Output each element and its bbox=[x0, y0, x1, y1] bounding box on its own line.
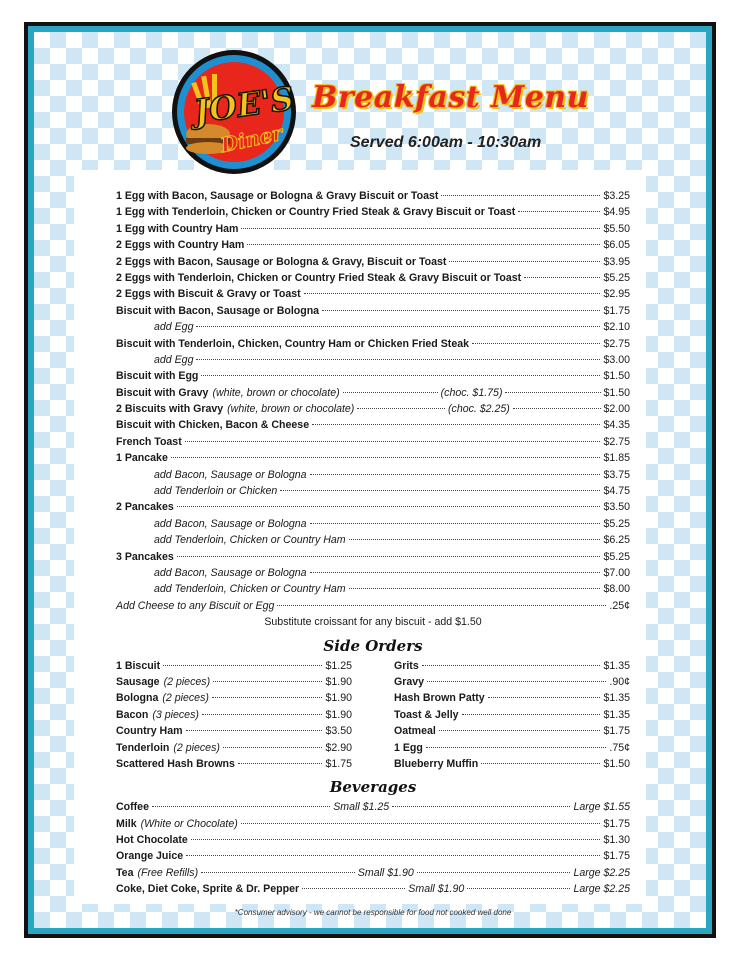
leader-dots bbox=[441, 195, 600, 196]
item-name: Hash Brown Patty bbox=[394, 692, 485, 705]
item-name: add Tenderloin, Chicken or Country Ham bbox=[154, 534, 346, 547]
leader-dots bbox=[518, 211, 600, 212]
breakfast-list bbox=[116, 190, 630, 600]
item-price: $4.35 bbox=[603, 419, 630, 432]
menu-body bbox=[116, 190, 630, 900]
item-name: Scattered Hash Browns bbox=[116, 757, 235, 770]
item-name: add Bacon, Sausage or Bologna bbox=[154, 468, 307, 481]
item-price: $1.25 bbox=[325, 659, 352, 672]
leader-dots bbox=[177, 556, 601, 557]
leader-dots bbox=[422, 665, 601, 666]
item-price: $1.75 bbox=[325, 757, 352, 770]
served-hours: Served 6:00am - 10:30am bbox=[350, 134, 542, 151]
item-name: Hot Chocolate bbox=[116, 834, 188, 847]
item-name: Orange Juice bbox=[116, 850, 184, 863]
leader-dots bbox=[349, 539, 601, 540]
menu-item-row bbox=[394, 676, 630, 692]
item-price: $1.85 bbox=[603, 452, 630, 465]
menu-item-row bbox=[116, 725, 352, 741]
item-price: $1.75 bbox=[603, 850, 630, 863]
leader-dots bbox=[201, 375, 600, 376]
beverages-list bbox=[116, 801, 630, 899]
item-name: Toast & Jelly bbox=[394, 708, 459, 721]
menu-item-row bbox=[394, 660, 630, 676]
leader-dots bbox=[426, 747, 607, 748]
leader-dots bbox=[171, 457, 601, 458]
leader-dots bbox=[241, 823, 601, 824]
item-price: $5.25 bbox=[603, 271, 630, 284]
menu-item-row bbox=[116, 288, 630, 304]
item-small-price: Small $1.90 bbox=[408, 883, 465, 896]
item-price: Large $2.25 bbox=[573, 866, 631, 879]
item-small-price: Small $1.25 bbox=[333, 801, 390, 814]
item-price: $2.00 bbox=[603, 403, 631, 416]
leader-dots bbox=[241, 228, 600, 229]
leader-dots bbox=[417, 872, 571, 873]
consumer-advisory: *Consumer advisory - we cannot be responsible for food not cooked well done bbox=[234, 908, 512, 917]
item-small-price: Small $1.90 bbox=[357, 866, 414, 879]
item-price: Large $1.55 bbox=[573, 801, 631, 814]
leader-dots bbox=[467, 888, 570, 889]
item-note: (white, brown or chocolate) bbox=[227, 403, 355, 416]
menu-item-row bbox=[116, 321, 630, 337]
menu-item-row bbox=[116, 272, 630, 288]
item-name: Coffee bbox=[116, 801, 149, 814]
leader-dots bbox=[186, 730, 323, 731]
item-name: 1 Egg bbox=[394, 741, 423, 754]
item-price: $6.25 bbox=[603, 534, 630, 547]
item-price: $3.25 bbox=[603, 190, 630, 202]
item-name: 1 Pancake bbox=[116, 452, 168, 465]
leader-dots bbox=[481, 763, 600, 764]
item-name: add Tenderloin, Chicken or Country Ham bbox=[154, 583, 346, 596]
item-name: Biscuit with Gravy bbox=[116, 386, 209, 399]
menu-item-row bbox=[116, 758, 352, 774]
leader-dots bbox=[310, 474, 601, 475]
item-price: $1.90 bbox=[325, 708, 352, 721]
leader-dots bbox=[185, 441, 601, 442]
menu-item-row bbox=[116, 583, 630, 599]
menu-item-row bbox=[116, 692, 352, 708]
item-price: Large $2.25 bbox=[573, 883, 631, 896]
leader-dots bbox=[524, 277, 600, 278]
item-note: (3 pieces) bbox=[152, 708, 199, 721]
menu-item-row bbox=[394, 725, 630, 741]
item-extra: (choc. $1.75) bbox=[440, 386, 503, 399]
item-name: 2 Pancakes bbox=[116, 501, 174, 514]
leader-dots bbox=[427, 681, 606, 682]
menu-item-row bbox=[116, 518, 630, 534]
leader-dots bbox=[247, 244, 600, 245]
item-name: 2 Eggs with Tenderloin, Chicken or Country Fried Steak & Gravy Biscuit or Toast bbox=[116, 271, 522, 284]
item-price: $3.75 bbox=[603, 468, 630, 481]
item-price: .90¢ bbox=[609, 675, 630, 688]
leader-dots bbox=[196, 359, 600, 360]
leader-dots bbox=[488, 697, 601, 698]
leader-dots bbox=[357, 408, 445, 409]
leader-dots bbox=[152, 806, 330, 807]
item-name: 2 Eggs with Bacon, Sausage or Bologna & Gravy, Biscuit or Toast bbox=[116, 255, 447, 268]
menu-item-row bbox=[116, 452, 630, 468]
leader-dots bbox=[163, 665, 322, 666]
leader-dots bbox=[513, 408, 601, 409]
leader-dots bbox=[191, 839, 601, 840]
item-name: Sausage bbox=[116, 675, 160, 688]
item-price: $6.05 bbox=[603, 239, 630, 252]
leader-dots bbox=[322, 310, 600, 311]
item-name: 2 Biscuits with Gravy bbox=[116, 403, 224, 416]
menu-item-row bbox=[394, 742, 630, 758]
item-note: (2 pieces) bbox=[162, 692, 209, 705]
leader-dots bbox=[186, 855, 600, 856]
item-note: (2 pieces) bbox=[163, 675, 211, 688]
menu-item-row bbox=[116, 436, 630, 452]
menu-item-row bbox=[116, 239, 630, 255]
item-price: $1.50 bbox=[603, 757, 630, 770]
leader-dots bbox=[202, 714, 323, 715]
menu-item-row bbox=[116, 534, 630, 550]
item-price: .75¢ bbox=[609, 741, 630, 754]
item-price: $5.25 bbox=[603, 550, 630, 563]
item-price: $3.50 bbox=[603, 501, 630, 514]
leader-dots bbox=[280, 490, 600, 491]
item-price: $1.35 bbox=[603, 692, 630, 705]
logo-line2: Diner bbox=[218, 120, 285, 158]
item-name: add Bacon, Sausage or Bologna bbox=[154, 517, 307, 530]
menu-item-row bbox=[116, 190, 630, 206]
leader-dots bbox=[223, 747, 323, 748]
side-orders bbox=[116, 660, 630, 775]
menu-item-row bbox=[116, 660, 352, 676]
item-price: $2.10 bbox=[603, 321, 630, 334]
menu-item-row bbox=[116, 354, 630, 370]
menu-item-row bbox=[394, 692, 630, 708]
leader-dots bbox=[310, 523, 601, 524]
item-name: add Bacon, Sausage or Bologna bbox=[154, 566, 307, 579]
leader-dots bbox=[177, 506, 601, 507]
cheese-row bbox=[116, 600, 630, 616]
menu-item-row bbox=[116, 419, 630, 435]
leader-dots bbox=[196, 326, 600, 327]
menu-item-row bbox=[116, 305, 630, 321]
item-price: $5.25 bbox=[603, 517, 630, 530]
item-name: 1 Egg with Bacon, Sausage or Bologna & Gravy Biscuit or Toast bbox=[116, 190, 439, 202]
menu-item-row bbox=[394, 709, 630, 725]
item-name: Milk bbox=[116, 817, 137, 830]
item-price: $8.00 bbox=[603, 583, 630, 596]
item-price: $1.75 bbox=[603, 725, 630, 738]
item-name: Bacon bbox=[116, 708, 149, 721]
menu-title: Breakfast Menu bbox=[312, 80, 589, 115]
menu-item-row bbox=[116, 338, 630, 354]
title-area bbox=[312, 80, 592, 115]
item-extra: (choc. $2.25) bbox=[448, 403, 510, 416]
menu-item-row bbox=[116, 387, 630, 403]
leader-dots bbox=[201, 872, 355, 873]
item-price: $1.90 bbox=[325, 675, 352, 688]
item-name: Biscuit with Tenderloin, Chicken, Country Ham or Chicken Fried Steak bbox=[116, 337, 469, 350]
leader-dots bbox=[213, 681, 322, 682]
leader-dots bbox=[312, 424, 600, 425]
item-name: Tenderloin bbox=[116, 741, 170, 754]
item-price: $3.95 bbox=[603, 255, 630, 268]
menu-item-row bbox=[116, 551, 630, 567]
leader-dots bbox=[505, 392, 600, 393]
leader-dots bbox=[462, 714, 601, 715]
item-price: $7.00 bbox=[603, 566, 630, 579]
leader-dots bbox=[392, 806, 570, 807]
item-price: $1.30 bbox=[603, 834, 630, 847]
item-price: $4.95 bbox=[603, 206, 630, 219]
item-name: Blueberry Muffin bbox=[394, 757, 479, 770]
leader-dots bbox=[304, 293, 601, 294]
menu-item-row bbox=[116, 370, 630, 386]
item-name: 1 Biscuit bbox=[116, 659, 161, 672]
item-note: (White or Chocolate) bbox=[140, 817, 238, 830]
beverages-title: Beverages bbox=[329, 778, 417, 797]
menu-item-row bbox=[394, 758, 630, 774]
cheese-price: .25¢ bbox=[609, 599, 630, 612]
item-name: Oatmeal bbox=[394, 725, 436, 738]
item-name: 2 Eggs with Biscuit & Gravy or Toast bbox=[116, 288, 301, 301]
item-price: $2.75 bbox=[603, 337, 630, 350]
menu-item-row bbox=[116, 485, 630, 501]
leader-dots bbox=[212, 697, 323, 698]
leader-dots bbox=[277, 605, 606, 606]
item-price: $1.50 bbox=[603, 370, 630, 383]
item-price: $2.75 bbox=[603, 435, 630, 448]
item-price: $1.90 bbox=[325, 692, 352, 705]
item-name: Biscuit with Chicken, Bacon & Cheese bbox=[116, 419, 310, 432]
item-note: (white, brown or chocolate) bbox=[212, 386, 340, 399]
leader-dots bbox=[349, 588, 601, 589]
item-name: 1 Egg with Country Ham bbox=[116, 222, 239, 235]
item-name: add Tenderloin or Chicken bbox=[154, 485, 278, 498]
item-name: 3 Pancakes bbox=[116, 550, 174, 563]
leader-dots bbox=[439, 730, 601, 731]
menu-item-row bbox=[116, 867, 630, 883]
leader-dots bbox=[343, 392, 438, 393]
item-price: $1.75 bbox=[603, 304, 630, 317]
item-name: add Egg bbox=[154, 353, 194, 366]
joes-diner-logo bbox=[168, 46, 300, 178]
item-name: Tea bbox=[116, 866, 134, 879]
menu-item-row bbox=[116, 403, 630, 419]
item-price: $5.50 bbox=[603, 222, 630, 235]
item-price: $3.50 bbox=[325, 725, 352, 738]
leader-dots bbox=[238, 763, 323, 764]
menu-item-row bbox=[116, 567, 630, 583]
item-name: Biscuit with Egg bbox=[116, 370, 199, 383]
menu-item-row bbox=[116, 834, 630, 850]
item-price: $4.75 bbox=[603, 485, 630, 498]
menu-item-row bbox=[116, 223, 630, 239]
item-name: Country Ham bbox=[116, 725, 183, 738]
logo-line1: JOE'S bbox=[191, 79, 297, 131]
item-name: Gravy bbox=[394, 675, 425, 688]
menu-item-row bbox=[116, 469, 630, 485]
item-price: $1.75 bbox=[603, 817, 630, 830]
menu-item-row bbox=[116, 709, 352, 725]
menu-item-row bbox=[116, 818, 630, 834]
item-note: (Free Refills) bbox=[137, 866, 199, 879]
menu-item-row bbox=[116, 676, 352, 692]
menu-item-row bbox=[116, 206, 630, 222]
side-orders-title: Side Orders bbox=[323, 636, 423, 655]
item-price: $3.00 bbox=[603, 353, 630, 366]
menu-item-row bbox=[116, 883, 630, 899]
menu-item-row bbox=[116, 850, 630, 866]
item-price: $2.90 bbox=[325, 741, 352, 754]
item-note: (2 pieces) bbox=[173, 741, 220, 754]
item-price: $1.50 bbox=[603, 386, 631, 399]
side-orders-right bbox=[394, 660, 630, 775]
item-name: Coke, Diet Coke, Sprite & Dr. Pepper bbox=[116, 883, 300, 896]
item-name: add Egg bbox=[154, 321, 194, 334]
leader-dots bbox=[302, 888, 405, 889]
item-name: Bologna bbox=[116, 692, 159, 705]
item-name: Grits bbox=[394, 659, 419, 672]
item-price: $2.95 bbox=[603, 288, 630, 301]
item-name: 1 Egg with Tenderloin, Chicken or Country Fried Steak & Gravy Biscuit or Toast bbox=[116, 206, 516, 219]
leader-dots bbox=[472, 343, 600, 344]
menu-item-row bbox=[116, 501, 630, 517]
item-name: French Toast bbox=[116, 435, 182, 448]
cheese-name: Add Cheese to any Biscuit or Egg bbox=[116, 599, 275, 612]
item-price: $1.35 bbox=[603, 659, 630, 672]
menu-item-row bbox=[116, 801, 630, 817]
menu-item-row bbox=[116, 742, 352, 758]
leader-dots bbox=[449, 261, 600, 262]
item-price: $1.35 bbox=[603, 708, 630, 721]
side-orders-left bbox=[116, 660, 352, 775]
item-name: 2 Eggs with Country Ham bbox=[116, 239, 245, 252]
item-name: Biscuit with Bacon, Sausage or Bologna bbox=[116, 304, 320, 317]
menu-item-row bbox=[116, 256, 630, 272]
substitute-note: Substitute croissant for any biscuit - add $1.50 bbox=[264, 616, 482, 629]
leader-dots bbox=[310, 572, 601, 573]
